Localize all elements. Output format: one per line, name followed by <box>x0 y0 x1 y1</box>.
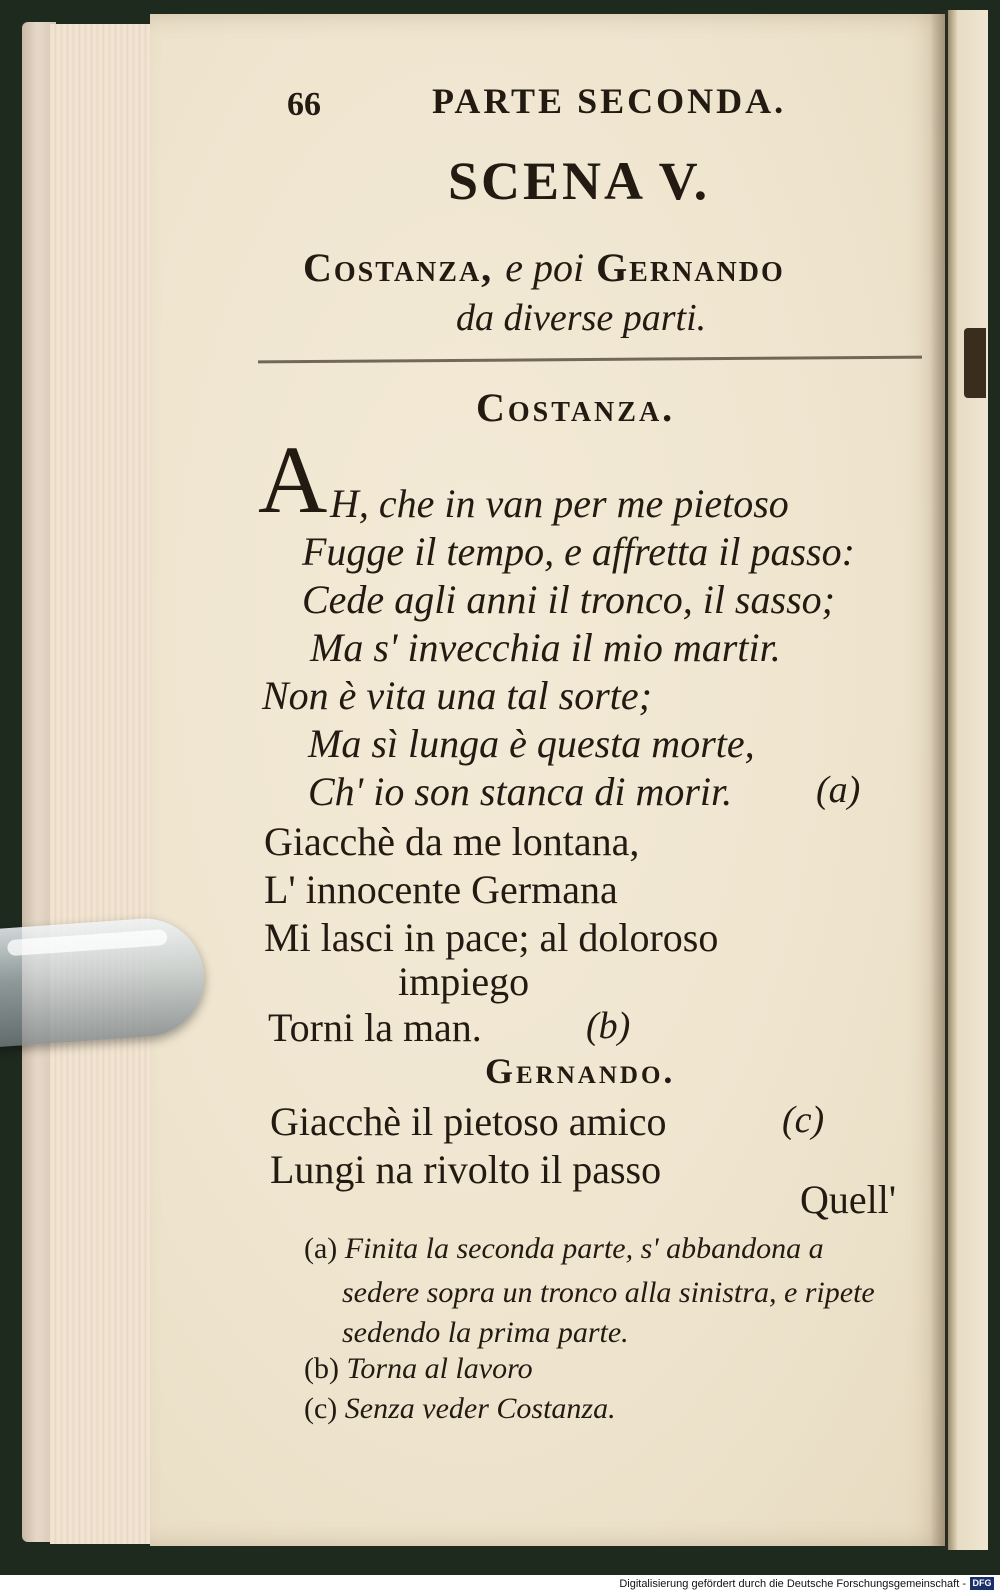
catchword: Quell' <box>800 1177 897 1222</box>
footnote-b <box>304 1352 533 1386</box>
verse-line: Non è vita una tal sorte; <box>262 673 652 718</box>
verse-line: Giacchè da me lontana, <box>264 819 640 864</box>
character-name-1: Costanza, <box>303 245 494 290</box>
digitization-credit: Digitalisierung gefördert durch die Deutsche Forschungsgemeinschaft - <box>619 1578 966 1590</box>
scene-characters <box>303 244 785 291</box>
next-page-edge <box>948 10 988 1550</box>
dfg-logo: DFG <box>970 1577 994 1590</box>
verse-line: Ch' io son stanca di morir. <box>308 769 733 814</box>
note-marker-a: (a) <box>816 769 861 811</box>
footnote-mark: (a) <box>304 1232 338 1265</box>
footnote-mark: (b) <box>304 1352 339 1385</box>
speaker-gernando: Gernando. <box>485 1051 676 1091</box>
page-stack <box>50 24 153 1544</box>
character-name-2: Gernando <box>596 245 785 290</box>
verse-line: H, che in van per me pietoso <box>330 481 789 526</box>
verse-line: Torni la man. <box>268 1005 482 1050</box>
verse-line: Lungi na rivolto il passo <box>270 1147 662 1192</box>
note-marker-c: (c) <box>782 1099 825 1141</box>
verse-line: Fugge il tempo, e affretta il passo: <box>302 529 855 574</box>
footnote-mark: (c) <box>304 1392 338 1425</box>
note-marker-b: (b) <box>586 1005 631 1047</box>
speaker-costanza: Costanza. <box>476 385 676 430</box>
characters-connector: e poi <box>505 245 585 290</box>
footnote-a <box>304 1232 824 1266</box>
verse-line: Ma sì lunga è questa morte, <box>308 721 755 766</box>
footnote-text: sedendo la prima parte. <box>342 1316 629 1349</box>
verse-line: Mi lasci in pace; al doloroso <box>264 915 719 960</box>
verse-line: Giacchè il pietoso amico <box>270 1099 667 1144</box>
drop-cap: A <box>258 426 328 533</box>
verse-line: Ma s' invecchia il mio martir. <box>310 625 781 670</box>
footnote-text: Torna al lavoro <box>346 1352 533 1385</box>
footnote-text: Finita la seconda parte, s' abbandona a <box>344 1232 824 1265</box>
running-head: PARTE SECONDA. <box>432 81 787 121</box>
verse-line: impiego <box>398 959 530 1004</box>
verse-line: L' innocente Germana <box>264 867 618 912</box>
ornament-fragment <box>964 328 986 398</box>
footnote-text: Senza veder Costanza. <box>344 1392 616 1425</box>
footnote-text: sedere sopra un tronco alla sinistra, e ripete <box>342 1276 875 1309</box>
footnote-c <box>304 1392 616 1426</box>
page-number: 66 <box>287 86 321 123</box>
stage-direction: da diverse parti. <box>456 297 707 339</box>
scene-title: SCENA V. <box>448 151 711 211</box>
verse-line: Cede agli anni il tronco, il sasso; <box>302 577 835 622</box>
